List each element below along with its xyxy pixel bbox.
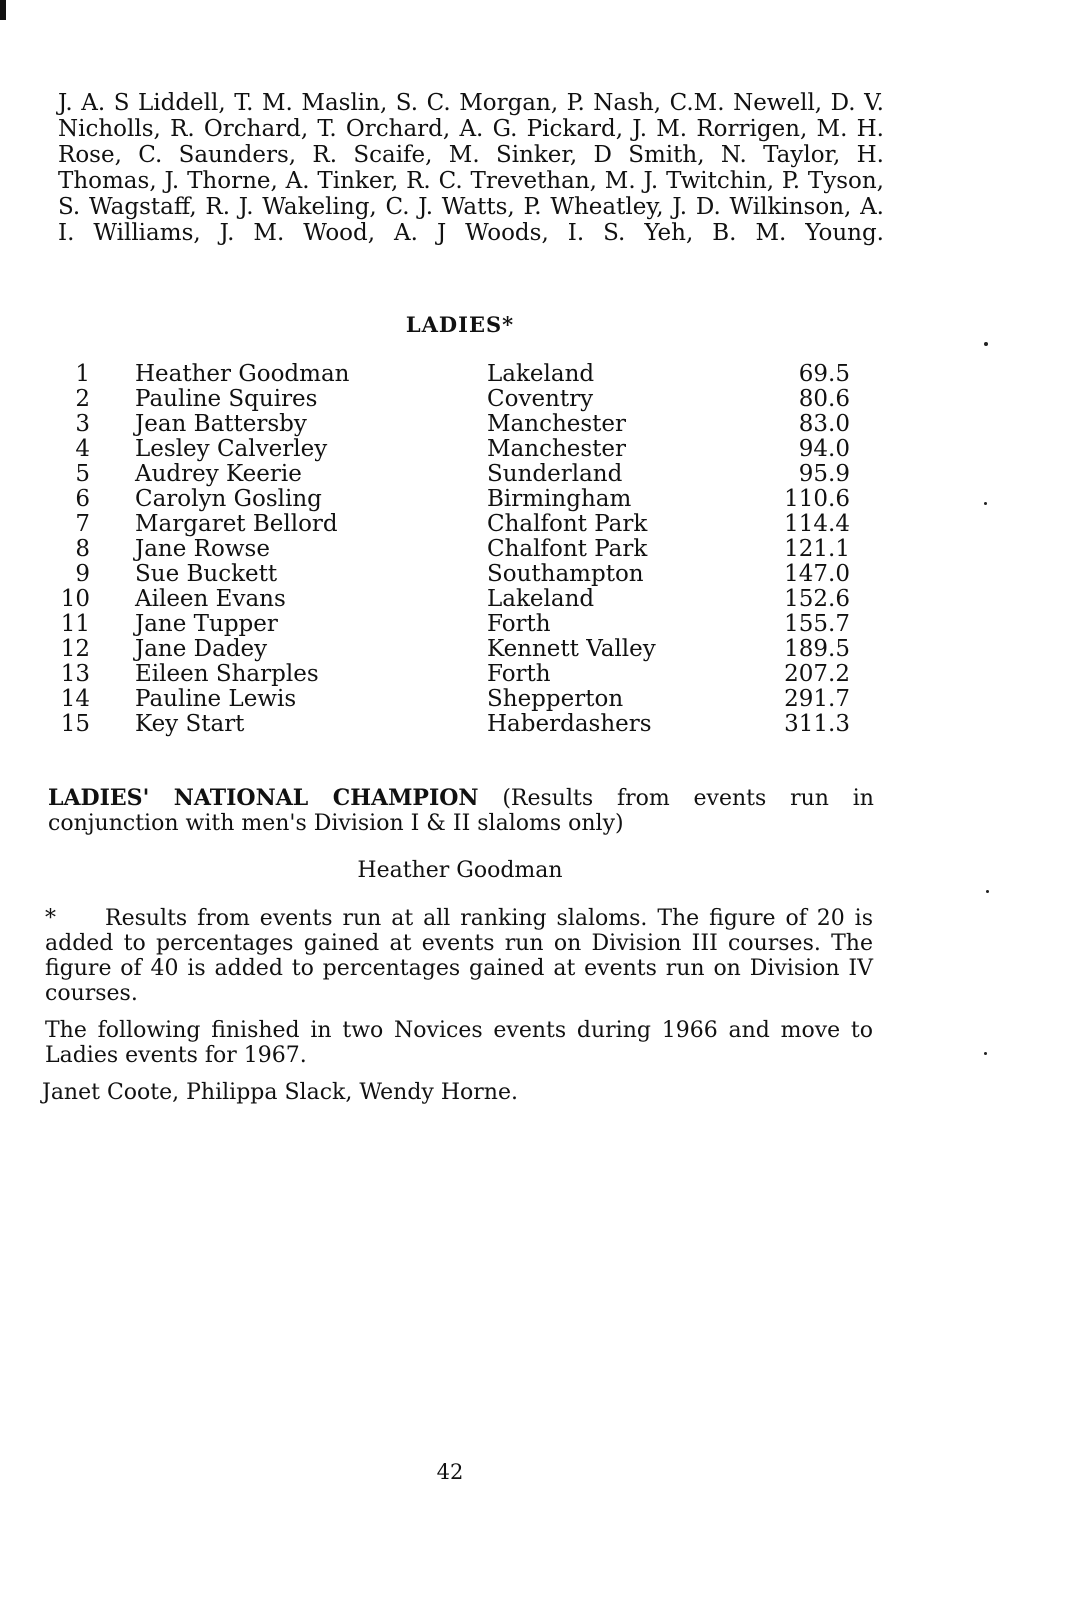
result-name: Sue Buckett [135, 561, 278, 587]
result-name: Margaret Bellord [135, 511, 338, 537]
result-score: 311.3 [784, 711, 850, 737]
result-name: Eileen Sharples [135, 661, 319, 687]
result-position: 7 [75, 511, 90, 537]
result-club: Birmingham [487, 486, 632, 512]
footnote-text: Results from events run at all ranking slaloms. The figure of 20 is added to percentages gained at events run on Division III courses. The figure of 40 is added to percentages gained at events run on Division IV courses. [45, 906, 873, 1006]
result-club: Forth [487, 661, 551, 687]
result-score: 147.0 [784, 561, 850, 587]
result-club: Coventry [487, 386, 594, 412]
result-position: 2 [75, 386, 90, 412]
result-score: 83.0 [798, 411, 850, 437]
champion-paragraph [48, 786, 874, 836]
result-club: Forth [487, 611, 551, 637]
novices-note: The following finished in two Novices events during 1966 and move to Ladies events for 1967. [45, 1018, 873, 1068]
result-club: Lakeland [487, 361, 595, 387]
result-position: 15 [60, 711, 90, 737]
result-row [50, 487, 850, 512]
result-name: Jane Tupper [135, 611, 278, 637]
result-score: 207.2 [784, 661, 850, 687]
result-score: 110.6 [784, 486, 850, 512]
page-number: 42 [436, 1460, 464, 1484]
ladies-results-table [50, 362, 850, 737]
result-name: Jean Battersby [135, 411, 307, 437]
result-club: Chalfont Park [487, 511, 648, 537]
result-position: 14 [60, 686, 90, 712]
result-row [50, 562, 850, 587]
result-club: Haberdashers [487, 711, 652, 737]
result-row [50, 687, 850, 712]
champion-title: LADIES' NATIONAL CHAMPION [48, 785, 479, 811]
result-name: Heather Goodman [135, 361, 350, 387]
footnote-marker: * [45, 906, 56, 931]
result-position: 1 [75, 361, 90, 387]
result-position: 13 [60, 661, 90, 687]
result-row [50, 412, 850, 437]
result-row [50, 437, 850, 462]
result-position: 6 [75, 486, 90, 512]
result-score: 152.6 [784, 586, 850, 612]
result-name: Pauline Squires [135, 386, 318, 412]
result-row [50, 387, 850, 412]
result-name: Lesley Calverley [135, 436, 328, 462]
result-club: Shepperton [487, 686, 624, 712]
result-row [50, 637, 850, 662]
result-name: Pauline Lewis [135, 686, 297, 712]
result-position: 9 [75, 561, 90, 587]
result-score: 114.4 [784, 511, 850, 537]
speck-mark [984, 342, 988, 346]
result-club: Manchester [487, 411, 627, 437]
result-row [50, 537, 850, 562]
result-position: 10 [60, 586, 90, 612]
champion-note: (Results from events run in conjunction with men's Division I & II slaloms only) [48, 786, 874, 836]
result-score: 121.1 [784, 536, 850, 562]
result-club: Kennett Valley [487, 636, 656, 662]
result-row [50, 362, 850, 387]
scan-edge-mark [0, 0, 6, 20]
speck-mark [984, 502, 987, 505]
footnote [45, 906, 873, 1006]
result-score: 69.5 [798, 361, 850, 387]
result-club: Chalfont Park [487, 536, 648, 562]
result-name: Jane Rowse [135, 536, 270, 562]
speck-mark [986, 890, 989, 893]
result-name: Jane Dadey [135, 636, 268, 662]
result-position: 11 [60, 611, 90, 637]
result-score: 80.6 [798, 386, 850, 412]
result-name: Carolyn Gosling [135, 486, 322, 512]
result-name: Aileen Evans [135, 586, 286, 612]
result-score: 291.7 [784, 686, 850, 712]
champion-name: Heather Goodman [357, 858, 563, 883]
result-club: Lakeland [487, 586, 595, 612]
result-position: 12 [60, 636, 90, 662]
moved-names: Janet Coote, Philippa Slack, Wendy Horne. [42, 1080, 518, 1105]
result-score: 189.5 [784, 636, 850, 662]
result-row [50, 712, 850, 737]
result-row [50, 512, 850, 537]
result-position: 5 [75, 461, 90, 487]
names-paragraph: J. A. S Liddell, T. M. Maslin, S. C. Morgan, P. Nash, C.M. Newell, D. V. Nicholls, R. Orchard, T. Orchard, A. G. Pickard, J. M. Rorrigen, M. H. Rose, C. Saunders, R. Scaife, M. Sinker, D Smith, N. Taylor, H. Thomas, J. Thorne, A. Tinker, R. C. Trevethan, M. J. Twitchin, P. Tyson, S. Wagstaff, R. J. Wakeling, C. J. Watts, P. Wheatley, J. D. Wilkinson, A. I. Williams, J. M. Wood, A. J Woods, I. S. Yeh, B. M. Young. [58, 90, 884, 246]
result-score: 95.9 [798, 461, 850, 487]
result-club: Southampton [487, 561, 644, 587]
result-position: 3 [75, 411, 90, 437]
result-club: Sunderland [487, 461, 623, 487]
result-club: Manchester [487, 436, 627, 462]
result-position: 4 [75, 436, 90, 462]
result-score: 155.7 [784, 611, 850, 637]
result-row [50, 612, 850, 637]
result-score: 94.0 [798, 436, 850, 462]
speck-mark [984, 1052, 987, 1055]
result-position: 8 [75, 536, 90, 562]
result-name: Key Start [135, 711, 245, 737]
result-row [50, 662, 850, 687]
result-row [50, 462, 850, 487]
ladies-heading: LADIES* [405, 312, 515, 337]
result-name: Audrey Keerie [135, 461, 302, 487]
result-row [50, 587, 850, 612]
